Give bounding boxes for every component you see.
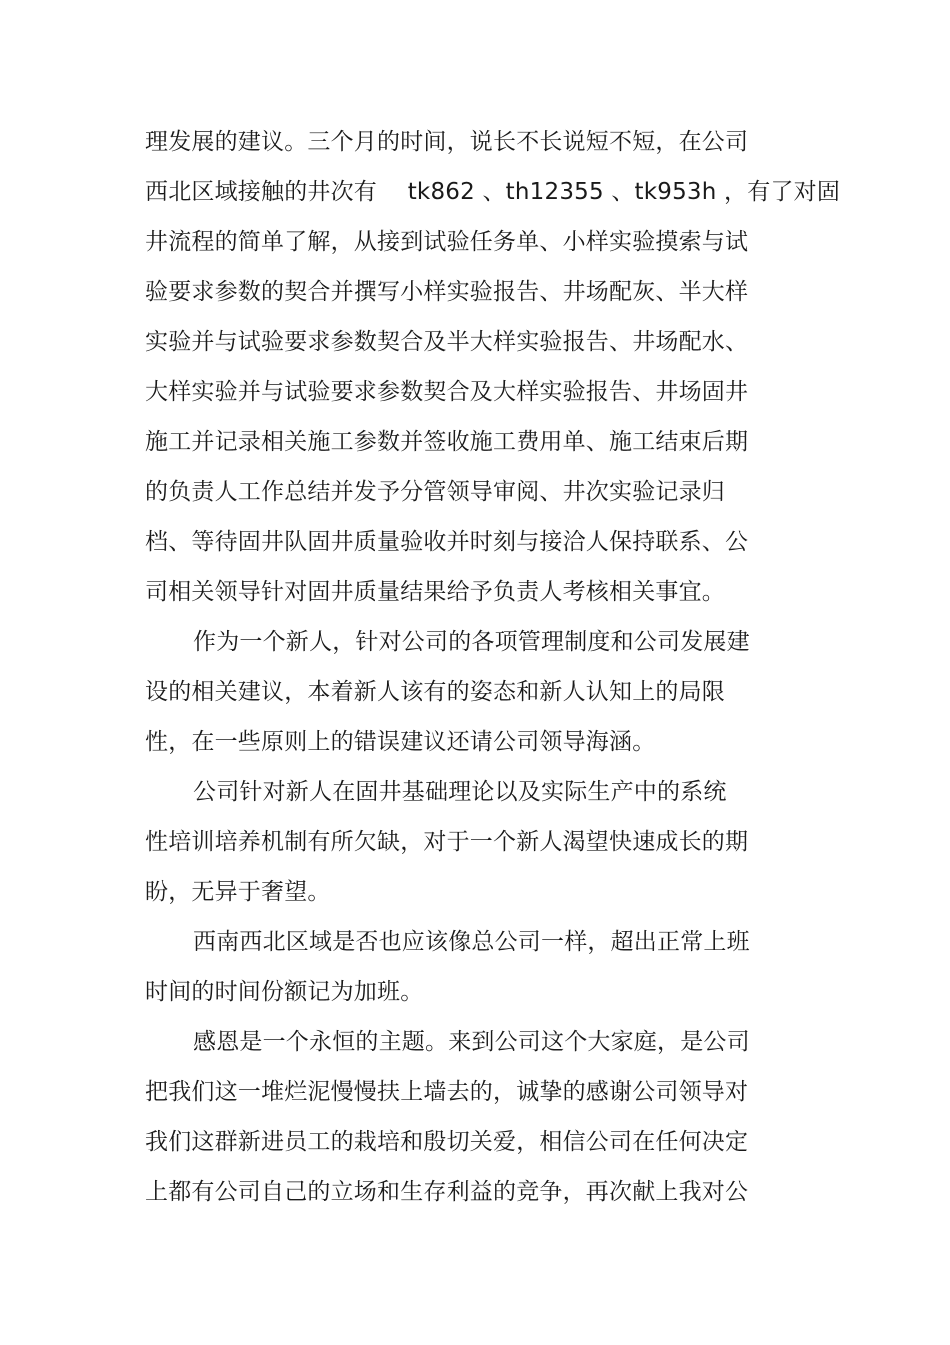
text-line-22: 上都有公司自己的立场和生存利益的竞争，再次献上我对公 [145, 1179, 749, 1205]
text-line-15: 性培训培养机制有所欠缺，对于一个新人渴望快速成长的期 [145, 829, 749, 855]
text-line-20: 把我们这一堆烂泥慢慢扶上墙去的，诚挚的感谢公司领导对 [145, 1079, 749, 1105]
text-line-18: 时间的时间份额记为加班。 [145, 979, 424, 1005]
text-line-13: 性，在一些原则上的错误建议还请公司领导海涵。 [145, 729, 656, 755]
paragraph-start-line: 西南西北区域是否也应该像总公司一样，超出正常上班 [193, 929, 750, 955]
text-line-4: 验要求参数的契合并撰写小样实验报告、井场配灰、半大样 [145, 279, 749, 305]
text-line-16: 盼，无异于奢望。 [145, 879, 331, 905]
text-line-10: 司相关领导针对固井质量结果给予负责人考核相关事宜。 [145, 579, 725, 605]
text-line-21: 我们这群新进员工的栽培和殷切关爱，相信公司在任何决定 [145, 1129, 749, 1155]
text-line-6: 大样实验并与试验要求参数契合及大样实验报告、井场固井 [145, 379, 749, 405]
text-line-7: 施工并记录相关施工参数并签收施工费用单、施工结束后期 [145, 429, 749, 455]
text-line-12: 设的相关建议，本着新人该有的姿态和新人认知上的局限 [145, 679, 725, 705]
text-line-5: 实验并与试验要求参数契合及半大样实验报告、井场配水、 [145, 329, 749, 355]
paragraph-start-line: 感恩是一个永恒的主题。来到公司这个大家庭，是公司 [193, 1029, 750, 1055]
text-line-8: 的负责人工作总结并发予分管领导审阅、井次实验记录归 [145, 479, 725, 505]
paragraph-start-line: 作为一个新人，针对公司的各项管理制度和公司发展建 [193, 629, 750, 655]
text-line-9: 档、等待固井队固井质量验收并时刻与接洽人保持联系、公 [145, 529, 749, 555]
paragraph-start-line: 公司针对新人在固井基础理论以及实际生产中的系统 [193, 779, 727, 805]
text-line-1: 理发展的建议。三个月的时间，说长不长说短不短，在公司 [145, 129, 749, 155]
text-line-3: 井流程的简单了解，从接到试验任务单、小样实验摸索与试 [145, 229, 749, 255]
text-line-2: 西北区域接触的井次有 tk862 、th12355 、tk953h ，有了对固 [145, 179, 841, 205]
